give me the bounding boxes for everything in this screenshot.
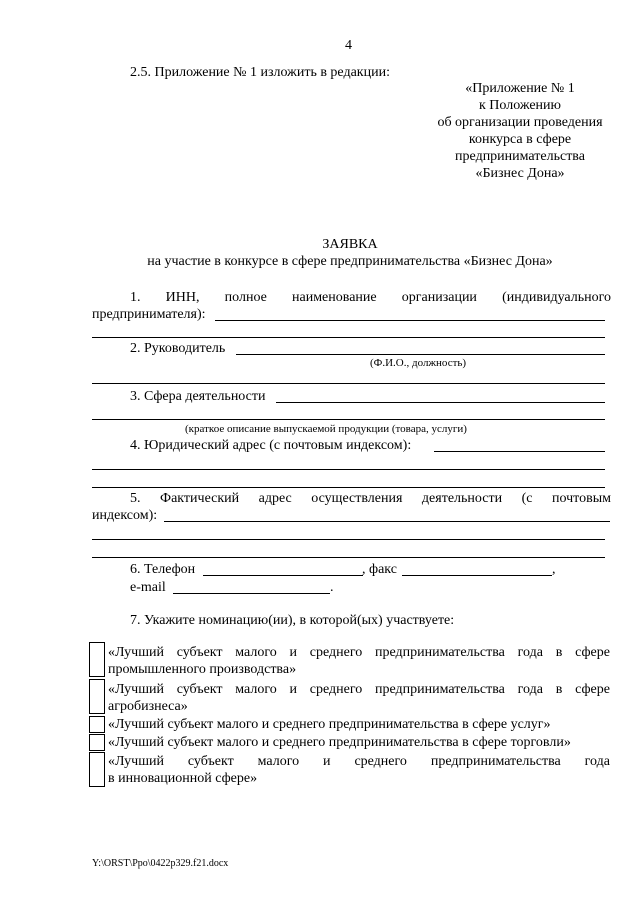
appendix-line: об организации проведения [437,115,603,130]
email-end: . [330,580,334,595]
nomination-line: агробизнеса» [108,699,188,714]
activity-label: 3. Сфера деятельности [130,389,266,404]
nomination-line: «Лучший субъект малого и среднего предпринимательства года в сфере [108,682,610,697]
nomination-services: «Лучший субъект малого и среднего предпринимательства в сфере услуг» [108,717,551,732]
inn-label-line1: 1. ИНН, полное наименование организации (индивидуального [130,290,611,305]
nomination-line: «Лучший субъект малого и среднего предпринимательства года [108,754,610,769]
phone-input-line[interactable] [203,575,363,576]
nomination-checkbox-agro[interactable] [89,679,105,714]
fax-label: , факс [362,562,397,577]
actual-address-input-line-2[interactable] [92,539,605,540]
activity-input-line[interactable] [276,402,605,403]
inn-input-line[interactable] [215,320,605,321]
nomination-checkbox-trade[interactable] [89,734,105,751]
fax-end: , [552,562,556,577]
nomination-line: «Лучший субъект малого и среднего предпринимательства года в сфере [108,645,610,660]
nomination-checkbox-innovation[interactable] [89,752,105,787]
legal-address-input-line-2[interactable] [92,469,605,470]
actual-address-label-line1: 5. Фактический адрес осуществления деятельности (с почтовым [130,491,611,506]
director-hint: (Ф.И.О., должность) [370,357,467,369]
nomination-industry [108,644,610,678]
director-input-line[interactable] [236,354,605,355]
nominations-prompt: 7. Укажите номинацию(ии), в которой(ых) участвуете: [130,613,455,628]
footer-file-path: Y:\ORST\Ppo\0422p329.f21.docx [92,858,229,869]
activity-hint: (краткое описание выпускаемой продукции (товара, услуги) [185,423,467,435]
director-input-line-2[interactable] [92,383,605,384]
legal-address-input-line[interactable] [434,451,605,452]
actual-address-input-line-3[interactable] [92,557,605,558]
director-label: 2. Руководитель [130,341,226,356]
appendix-line: «Приложение № 1 [465,81,575,96]
email-label: e-mail [130,580,166,595]
phone-label: 6. Телефон [130,562,196,577]
nomination-innovation [108,753,610,787]
appendix-line: «Бизнес Дона» [475,166,565,181]
nomination-line: промышленного производства» [108,662,297,677]
appendix-line: конкурса в сфере [468,132,572,147]
form-subtitle: на участие в конкурсе в сфере предпринимательства «Бизнес Дона» [147,254,553,269]
fax-input-line[interactable] [402,575,552,576]
appendix-line: предпринимательства [455,149,585,164]
nomination-agro [108,681,610,715]
page-number: 4 [345,38,352,53]
nomination-trade: «Лучший субъект малого и среднего предпринимательства в сфере торговли» [108,735,571,750]
actual-address-label-line2: индексом): [92,508,158,523]
inn-label-line2: предпринимателя): [92,307,206,322]
actual-address-input-line[interactable] [164,521,610,522]
legal-address-label: 4. Юридический адрес (с почтовым индексом): [130,438,412,453]
legal-address-input-line-3[interactable] [92,487,605,488]
intro-text: 2.5. Приложение № 1 изложить в редакции: [130,65,390,80]
nomination-checkbox-services[interactable] [89,716,105,733]
inn-input-line-2[interactable] [92,337,605,338]
appendix-header [410,80,630,182]
nomination-line: в инновационной сфере» [108,771,258,786]
activity-input-line-2[interactable] [92,419,605,420]
nomination-checkbox-industry[interactable] [89,642,105,677]
email-input-line[interactable] [173,593,330,594]
form-title: ЗАЯВКА [322,237,378,252]
appendix-line: к Положению [478,98,561,113]
